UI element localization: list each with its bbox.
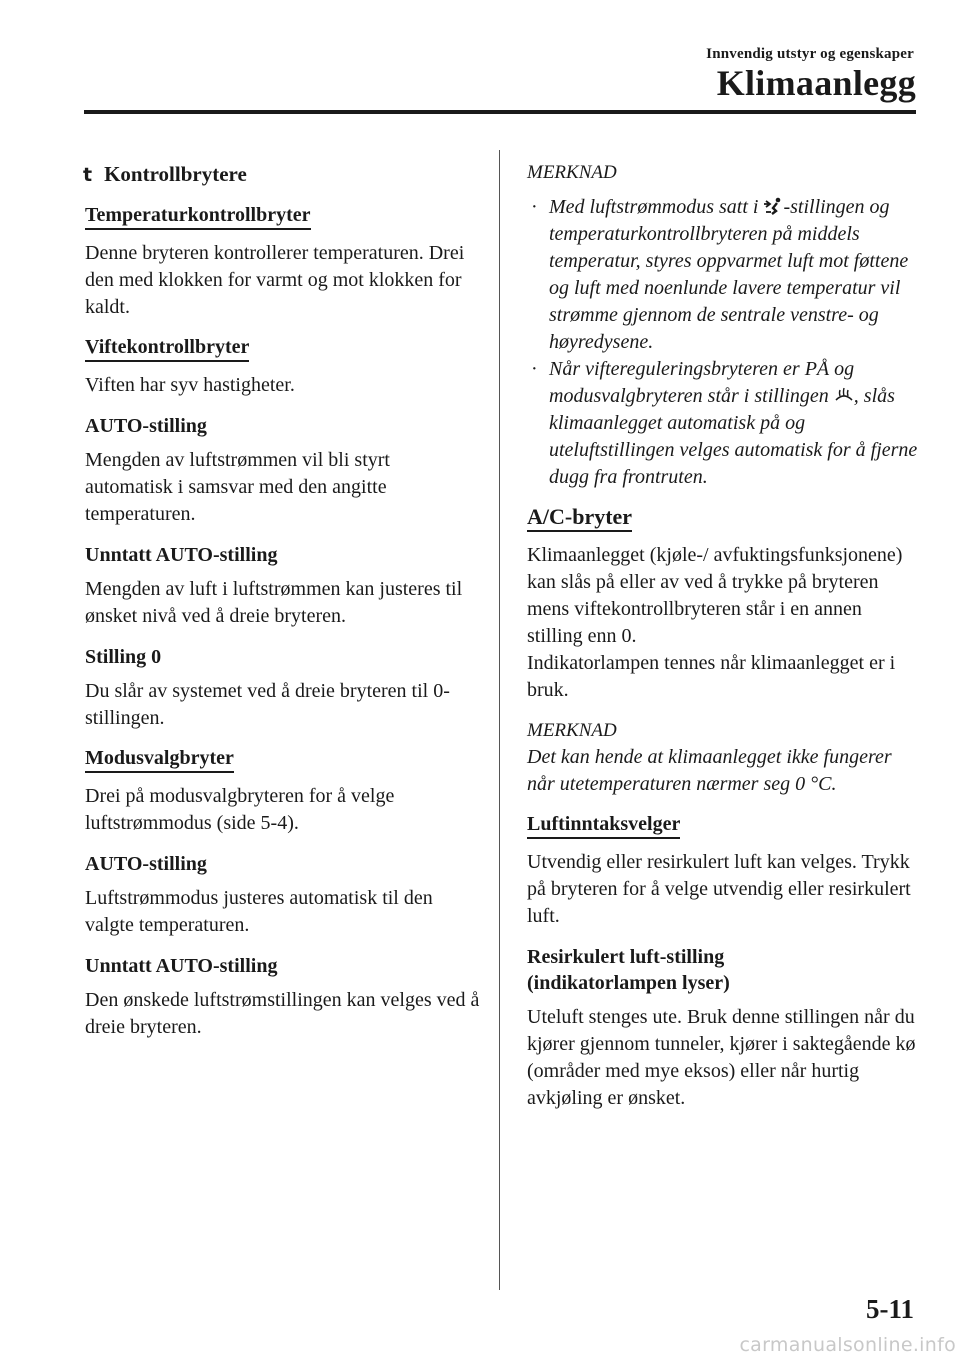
- recirc-text: Uteluft stenges ute. Bruk denne stillingen når du kjører gjennom tunneler, kjører i saktegående kø (områder med mye eksos) eller når hurtig avkjøling er ønsket.: [527, 1006, 916, 1109]
- section-marker: t: [83, 164, 93, 186]
- intake-text: Utvendig eller resirkulert luft kan velges. Trykk på bryteren for å velge utvendig eller resirkulert luft.: [527, 851, 911, 927]
- recirc-heading: Resirkulert luft-stilling: [527, 946, 725, 968]
- note-bullet: [531, 356, 919, 491]
- mode-text: Drei på modusvalgbryteren for å velge luftstrømmodus (side 5-4).: [85, 785, 395, 834]
- note-bullet: [531, 194, 919, 356]
- page-number: 5-11: [865, 1294, 914, 1324]
- ac-text: Klimaanlegget (kjøle-/ avfuktingsfunksjonene) kan slås på eller av ved å trykke på bryteren mens viftekontrollbryteren står i en annen stilling enn 0.: [527, 544, 903, 647]
- note-text: Det kan hende at klimaanlegget ikke fungerer når utetemperaturen nærmer seg 0 °C.: [527, 746, 892, 795]
- fan-except-text: Mengden av luft i luftstrømmen kan justeres til ønsket nivå ved å dreie bryteren.: [85, 578, 463, 627]
- page-title: Klimaanlegg: [716, 63, 916, 103]
- bilevel-feet-icon: [763, 197, 783, 215]
- watermark: carmanualsonline.info: [739, 1334, 956, 1356]
- bullet-text-pre: Når viftereguleringsbryteren er PÅ og modusvalgbryteren står i stillingen: [549, 358, 855, 407]
- bullet-dot: ·: [531, 196, 538, 218]
- note-label: MERKNAD: [527, 162, 617, 183]
- fan-auto-text: Mengden av luftstrømmen vil bli styrt automatisk i samsvar med den angitte temperaturen.: [85, 449, 390, 525]
- temp-text: Denne bryteren kontrollerer temperaturen. Drei den med klokken for varmt og mot klokken for kaldt.: [85, 242, 465, 318]
- mode-except-text: Den ønskede luftstrømstillingen kan velges ved å dreie bryteren.: [85, 989, 480, 1038]
- pos0-heading: Stilling 0: [85, 646, 162, 668]
- mode-except-heading: Unntatt AUTO-stilling: [85, 955, 278, 977]
- mode-auto-text: Luftstrømmodus justeres automatisk til den valgte temperaturen.: [85, 887, 433, 936]
- recirc-heading-sub: (indikatorlampen lyser): [527, 972, 730, 994]
- fan-auto-heading: AUTO-stilling: [85, 415, 207, 437]
- bullet-text-pre: Med luftstrømmodus satt i: [549, 196, 764, 218]
- chapter-label: Innvendig utstyr og egenskaper: [706, 46, 914, 62]
- bullet-text-post: -stillingen og temperaturkontrollbryteren på middels temperatur, styres oppvarmet luft mot føttene og luft med noenlunde lavere temperatur vil strømme gjennom de sentrale venstre- og høyredysene.: [549, 196, 909, 353]
- mode-heading: Modusvalgbryter: [85, 746, 234, 773]
- defroster-icon: [834, 386, 854, 404]
- section-title: Kontrollbrytere: [104, 162, 247, 186]
- fan-text: Viften har syv hastigheter.: [85, 374, 295, 396]
- header-rule: [84, 110, 916, 114]
- bullet-text-post: , slås klimaanlegget automatisk på og uteluftstillingen velges automatisk for å fjerne dugg fra frontruten.: [549, 385, 918, 488]
- note-label: MERKNAD: [527, 720, 617, 741]
- section-heading: [83, 160, 480, 189]
- intake-heading: Luftinntaksvelger: [527, 812, 680, 839]
- fan-heading: Viftekontrollbryter: [85, 335, 249, 362]
- mode-auto-heading: AUTO-stilling: [85, 853, 207, 875]
- ac-heading: A/C-bryter: [527, 505, 632, 532]
- ac-indicator-text: Indikatorlampen tennes når klimaanlegget er i bruk.: [527, 652, 896, 701]
- pos0-text: Du slår av systemet ved å dreie bryteren til 0-stillingen.: [85, 680, 450, 729]
- temp-heading: Temperaturkontrollbryter: [85, 203, 311, 230]
- left-column: [85, 160, 480, 1055]
- bullet-dot: ·: [531, 358, 538, 380]
- right-column: [527, 160, 919, 1126]
- column-divider: [499, 150, 500, 1290]
- fan-except-heading: Unntatt AUTO-stilling: [85, 544, 278, 566]
